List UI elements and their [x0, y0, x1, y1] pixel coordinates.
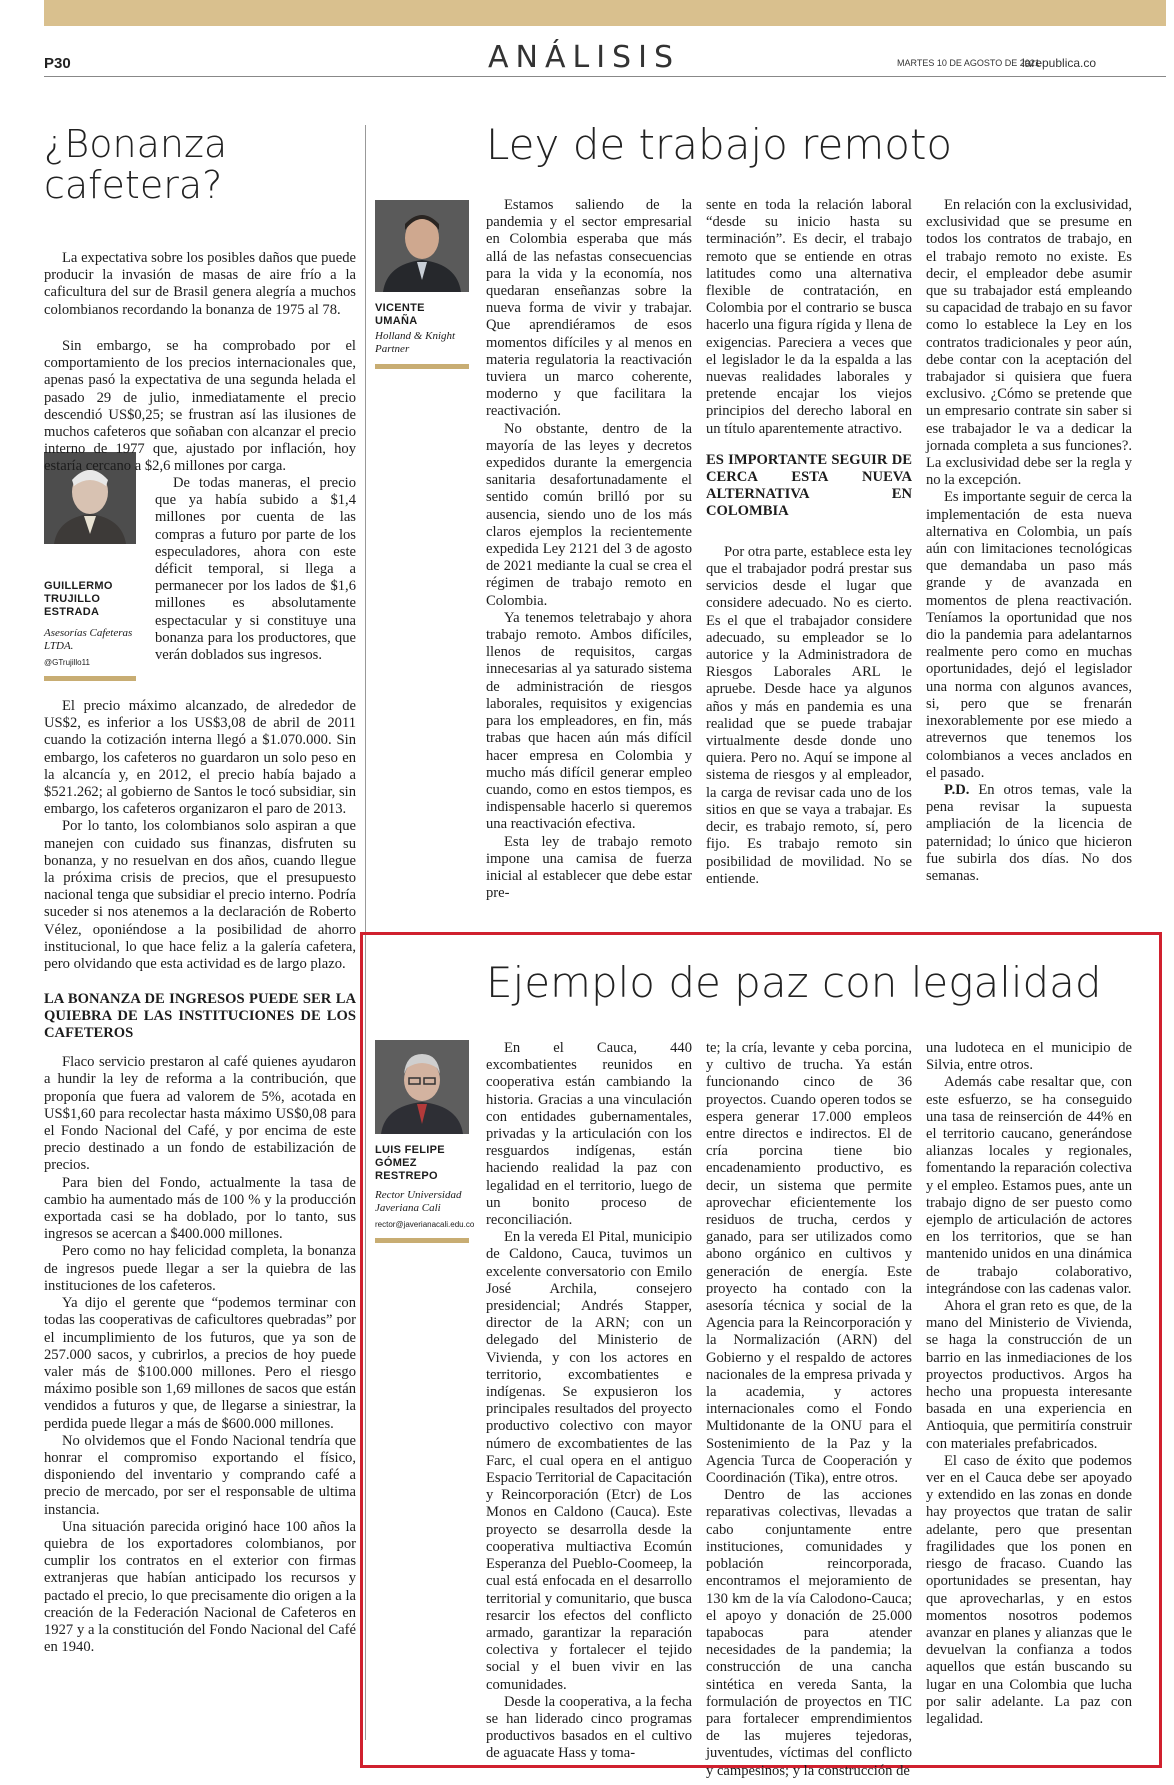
article1-paragraph: Una situación parecida originó hace 100 años la quiebra de los exportadores colombianos, por cumplir los contratos en el exterior con firmas extranjeras que habían anticipado los recursos y pactado el precio, lo que precisamente dio origen a la creación de la Federación Nacional de Cafeteros en 1927 y a la constitución del Fondo Nacional del Café en 1940. — [44, 1518, 356, 1656]
postscript-label: P.D. — [944, 781, 970, 798]
author-photo — [375, 1040, 469, 1134]
article3-paragraph: Dentro de las acciones reparativas colectivas, llevadas a cabo conjuntamente entre instituciones, comunidades y población reincorporada, encontramos el mejoramiento de 130 km de la vía Calodono-Cauca; el apoyo y donación de 25.000 tapabocas para atender necesidades de la pandemia; la construcción de una cancha sintética en vereda Santa, la formulación de proyectos en TIC para fortalecer emprendimientos de las mujeres tejedoras, juventudes, víctimas del conflicto y campesinos; y la construcción de — [706, 1487, 912, 1779]
issue-date: MARTES 10 DE AGOSTO DE 2021 — [897, 58, 1040, 68]
article2-title: Ley de trabajo remoto — [486, 120, 953, 169]
article1-paragraph: El precio máximo alcanzado, de alrededor de US$2, es inferior a los US$3,08 de abril de 2011 cuando la cotización interna llegó a $1.070.000. Sin embargo, los cafeteros no guardaron un solo peso en la alcancía y, en 2012, el precio había bajado a $521.262; al gobierno de Santos le tocó subsidiar, sin embargo, los cafeteros organizaron el paro de 2013. — [44, 698, 356, 818]
article3-title: Ejemplo de paz con legalidad — [486, 958, 1102, 1007]
author-name: LUIS FELIPE GÓMEZ RESTREPO — [375, 1144, 445, 1182]
author-name: GUILLERMO TRUJILLO ESTRADA — [44, 580, 113, 618]
article3-paragraph: Desde la cooperativa, a la fecha se han liderado cinco programas productivos basados en el cultivo de aguacate Hass y toma- — [486, 1693, 692, 1762]
author-name: VICENTE UMAÑA — [375, 302, 425, 327]
article3-paragraph: En el Cauca, 440 excombatientes reunidos en cooperativa están cambiando la historia. Gracias a una vinculación con entidades gubernamentales, privadas y la articulación con los resguardos indígenas, están haciendo realidad la paz con legalidad en el territorio, luego de un bonito proceso de reconciliación. — [486, 1040, 692, 1229]
postscript-text: En otros temas, vale la pena revisar la supuesta ampliación de la licencia de paternidad; lo único que hicieron fue subirla dos días. No dos semanas. — [926, 781, 1132, 884]
article2-column-3 — [926, 197, 1132, 885]
article2-column-2 — [706, 197, 912, 888]
article1-body — [44, 698, 356, 1656]
article2-subhead: ES IMPORTANTE SEGUIR DE CERCA ESTA NUEVA ALTERNATIVA EN COLOMBIA — [706, 451, 912, 519]
article2-paragraph: En relación con la exclusividad, exclusividad que se presume en todos los contratos de trabajo, en el trabajo remoto no existe. Es decir, el empleador debe asumir que su trabajador está empleando su capacidad de trabajo en su favor como lo establece la Ley en los contratos tradicionales y peor aún, debe contar con la aceptación del trabajador si quisiera que fuera exclusivo. ¿Cómo se pretende que un empresario contrate sin saber si ese trabajador le va a dedicar la jornada completa a sus funciones?. La exclusividad debe ser la regla y no la excepción. — [926, 197, 1132, 489]
article3-paragraph: Ahora el gran reto es que, de la mano del Ministerio de Vivienda, se haga la construcción de un barrio en las inmediaciones de los proyectos productivos. Argos ha hecho una propuesta interesante basada en una experiencia en Antioquia, que permitiría construir con materiales prefabricados. — [926, 1298, 1132, 1452]
article1-paragraph: Por lo tanto, los colombianos solo aspiran a que manejen con cuidado sus finanzas, disfruten su bonanza, y no resuelvan en dos años, cuando llegue la próxima crisis de precios, que el presupuesto nacional tenga que subsidiar el precio interno. Podría suceder si nos atenemos a la declaración de Roberto Vélez, oponiéndose a la posibilidad de ahorro institucional, lo que hace feliz a la galería cafetera, pero olvidando que esta actividad es de largo plazo. — [44, 818, 356, 973]
article3-author-box — [375, 1040, 475, 1243]
article3-paragraph: una ludoteca en el municipio de Silvia, entre otros. — [926, 1040, 1132, 1074]
article1-body-wrap — [44, 338, 356, 476]
article1-paragraph: De todas maneras, el precio que ya había subido a $1,4 millones por cuenta de las compras a futuro por parte de los especuladores, ahora con este déficit temporal, si llega a permanecer por los lados de $1,6 millones es absolutamente espectacular y si constituye una bonanza para los productores, que verán doblados sus ingresos. — [155, 475, 356, 664]
author-accent-bar — [375, 364, 469, 369]
article3-paragraph: En la vereda El Pital, municipio de Caldono, Cauca, tuvimos un excelente conversatorio con Emilo José Archila, consejero presidencial; Andrés Stapper, director de la ARN; con un delegado del Ministerio de Vivienda, y con los actores en territorio, excombatientes e indígenas. Se expusieron los principales resultados del proyecto productivo colectivo con mayor número de excombatientes de las Farc, el cual opera en el antiguo Espacio Territorial de Capacitación y Reincorporación (Etcr) de Los Monos en Caldono (Cauca). Este proyecto se desarrolla desde la cooperativa multiactiva Ecomún Esperanza del Pueblo-Coomeep, la cual está enfocada en el desarrollo territorial y comunitario, que busca resarcir los efectos del conflicto armado, garantizar la reparación colectiva y fortalecer el tejido social y el buen vivir en las comunidades. — [486, 1229, 692, 1693]
article3-paragraph: te; la cría, levante y ceba porcina, y cultivo de trucha. Ya están funcionando cinco de 36 proyectos. Cuando operen todos se espera generar 17.000 empleos entre directos e indirectos. El de cría porcina tiene bio encadenamiento productivo, es decir, un sistema que permite aprovechar eficientemente los residuos de trucha, cerdos y ganado, para ser utilizados como abono orgánico en cultivos y generación de energía. Este proyecto ha contado con la asesoría técnica y social de la Agencia para la Reincorporación y la Normalización (ARN) del Gobierno y el respaldo de actores nacionales de la empresa privada y la academia, y actores internacionales como el Fondo Multidonante de la ONU para el Sostenimiento de la Paz y la Agencia Turca de Cooperación y Coordinación (Tika), entre otros. — [706, 1040, 912, 1487]
article1-paragraph: Sin embargo, se ha comprobado por el comportamiento de los precios internacionales que, apenas pasó la expectativa de una segunda helada el pasado 29 de julio, inmediatamente el precio descendió US$0,25; se frustran así las ilusiones de muchos cafeteros que soñaban con alcanzar el precio interno de 1977 que, ajustado por inflación, hoy estaría cercano a $2,6 millones por carga. — [44, 338, 356, 475]
article1-paragraph: Flaco servicio prestaron al café quienes ayudaron a hundir la ley de reforma a la contribución, que proponía que fuera ad valorem de 5%, acotada en US$1,60 para recolectar hasta máximo US$0,08 para el Fondo Nacional del Café, y por encima de este precio destinado a un fondo de estabilización de precios. — [44, 1054, 356, 1174]
page-number: P30 — [44, 55, 71, 72]
header-divider — [44, 76, 1166, 77]
article2-paragraph: Estamos saliendo de la pandemia y el sector empresarial en Colombia esperaba que más allá de las nefastas consecuencias para la vida y la economía, nos quedaran enseñanzas sobre la nueva forma de vivir y trabajar. Que aprendiéramos de esos momentos difíciles y al menos en materia regulatoria la reactivación tuviera un marco coherente, moderno y que facilitara la reactivación. — [486, 197, 692, 420]
article2-paragraph: Esta ley de trabajo remoto impone una camisa de fuerza inicial al establecer que debe estar pre- — [486, 833, 692, 902]
article2-paragraph: sente en toda la relación laboral “desde su inicio hasta su terminación”. Es decir, el trabajo remoto que se entiende en otras latitudes como una alternativa flexible de contratación, en Colombia por el contrario se busca hacerlo una figura rígida y llena de exigencias. Pareciera a veces que el legislador le da la espalda a las nuevas realidades laborales y pretende encajar los viejos principios del derecho laboral en un título aparentemente atractivo. — [706, 197, 912, 437]
article2-paragraph — [926, 782, 1132, 885]
article3-column-3 — [926, 1040, 1132, 1728]
author-role: Rector Universidad Javeriana Cali — [375, 1189, 462, 1214]
section-title: ANÁLISIS — [488, 40, 680, 75]
article1-paragraph: La expectativa sobre los posibles daños que puede producir la invasión de masas de aire frío a la caficultura del sur de Brasil genera alegría a muchos colombianos recordando la bonanza de 1975 al 78. — [44, 250, 356, 318]
article2-paragraph: No obstante, dentro de la mayoría de las leyes y decretos expedidos durante la emergencia sanitaria desafortunadamente el sentido común brilló por su ausencia, siendo uno de los más claros ejemplos la recientemente expedida Ley 2121 del 3 de agosto de 2021 mediante la cual se crea el régimen de trabajo remoto en Colombia. — [486, 420, 692, 609]
article1-paragraph: No olvidemos que el Fondo Nacional tendría que honrar el compromiso exportando el físico, disponiendo del inventario y comprando café a precio de mercado, por ser el responsable de ultima instancia. — [44, 1432, 356, 1518]
article1-paragraph: Pero como no hay felicidad completa, la bonanza de ingresos puede llegar a ser la quiebra de las instituciones de los cafeteros. — [44, 1243, 356, 1294]
article3-paragraph: Además cabe resaltar que, con este esfuerzo, se ha conseguido una tasa de reinserción de 44% en el territorio caucano, generándose alianzas locales y regionales, fomentando la reparación colectiva y el empleo. Estamos pues, ante un trabajo digno de ser puesto como ejemplo de articulación de actores en los territorios, que se han mantenido unidos en una dinámica de trabajo colaborativo, integrándose con las cadenas valor. — [926, 1074, 1132, 1297]
article1-intro — [44, 250, 356, 319]
author-role: Asesorías Cafeteras LTDA. — [44, 627, 133, 652]
author-handle[interactable]: @GTrujillo11 — [44, 658, 90, 667]
article3-column-1 — [486, 1040, 692, 1763]
article1-subhead: LA BONANZA DE INGRESOS PUEDE SER LA QUIEBRA DE LAS INSTITUCIONES DE LOS CAFETEROS — [44, 991, 356, 1042]
site-url[interactable]: larepublica.co — [1022, 56, 1097, 70]
article3-column-2 — [706, 1040, 912, 1780]
author-photo — [375, 200, 469, 292]
article2-paragraph: Es importante seguir de cerca la implementación de esta nueva alternativa en Colombia, un país aún con limitaciones tecnológicas que demandaba un paso más grande y de avanzada en momentos de plena reactivación. Teníamos la oportunidad que nos dio la pandemia para adelantarnos realmente pero como en muchas oportunidades, dejó el legislador una norma con algunos avances, si, pero que se frenarán inexorablemente por ese miedo a atrevernos que tenemos los colombianos a veces anclados en el pasado. — [926, 489, 1132, 781]
article2-author-box — [375, 200, 469, 369]
article1-body-wrap2 — [155, 475, 356, 664]
article2-column-1 — [486, 197, 692, 902]
article2-paragraph: Ya tenemos teletrabajo y ahora trabajo remoto. Ambos difíciles, llenos de requisitos, cargas innecesarias al ya saturado sistema de administración de riesgos laborales, requisitos y exigencias para los empleadores, en fin, más trabas que hacen aún más difícil hacer empresa en Colombia y mucho más difícil generar empleo cuando, como en estos tiempos, es indispensable hacerlo si queremos una reactivación efectiva. — [486, 609, 692, 833]
article1-paragraph: Para bien del Fondo, actualmente la tasa de cambio ha aumentado más de 100 % y la producción exportada casi se ha doblado, por lo tanto, sus ingresos se acercan a $400.000 millones. — [44, 1174, 356, 1243]
article3-paragraph: El caso de éxito que podemos ver en el Cauca debe ser apoyado y extendido en las zonas en donde hay proyectos que tratan de salir adelante, pero que presentan fragilidades que los ponen en riesgo de fracaso. Cuando las oportunidades se presentan, hay que aprovecharlas, y en estos momentos nosotros podemos avanzar en planes y alianzas que le devuelvan la confianza a todos aquellos que están buscando su lugar en una Colombia que lucha por salir adelante. La paz con legalidad. — [926, 1452, 1132, 1727]
article1-author-box — [44, 452, 136, 681]
article2-paragraph: Por otra parte, establece esta ley que el trabajador podrá prestar sus servicios desde el lugar que considere adecuado. No es cierto. Es el que el trabajador considere adecuado, su empleador se lo autorice y la Administradora de Riesgos Laborales ARL le apruebe. Desde hace ya algunos años y más en pandemia es una realidad que se puede trabajar virtualmente desde donde uno quiera. Pero no. Aquí se impone al sistema de riesgos y al empleador, la carga de revisar cada uno de los sitios en que se vaya a trabajar. Es decir, es trabajo remoto, sí, pero fijo. Es trabajo remoto sin posibilidad de movilidad. No se entiende. — [706, 543, 913, 887]
author-accent-bar — [375, 1238, 469, 1243]
article1-title: ¿Bonanza cafetera? — [44, 122, 228, 208]
article1-paragraph: Ya dijo el gerente que “podemos terminar con todas las cooperativas de caficultores quebradas” por el incumplimiento de los futuros, que ya son de 257.000 sacos, y cubrirlos, a precios de hoy puede valer más de $100.000 millones. Pero el riesgo máximo posible son 1,69 millones de sacos que están vendidos a futuros y que, de llegarse a siniestrar, la perdida puede llegar a más de $600.000 millones. — [44, 1295, 356, 1432]
author-handle[interactable]: rector@javerianacali.edu.co — [375, 1220, 475, 1229]
author-accent-bar — [44, 676, 136, 681]
author-role: Holland & Knight Partner — [375, 330, 456, 355]
header-color-bar — [44, 0, 1166, 26]
